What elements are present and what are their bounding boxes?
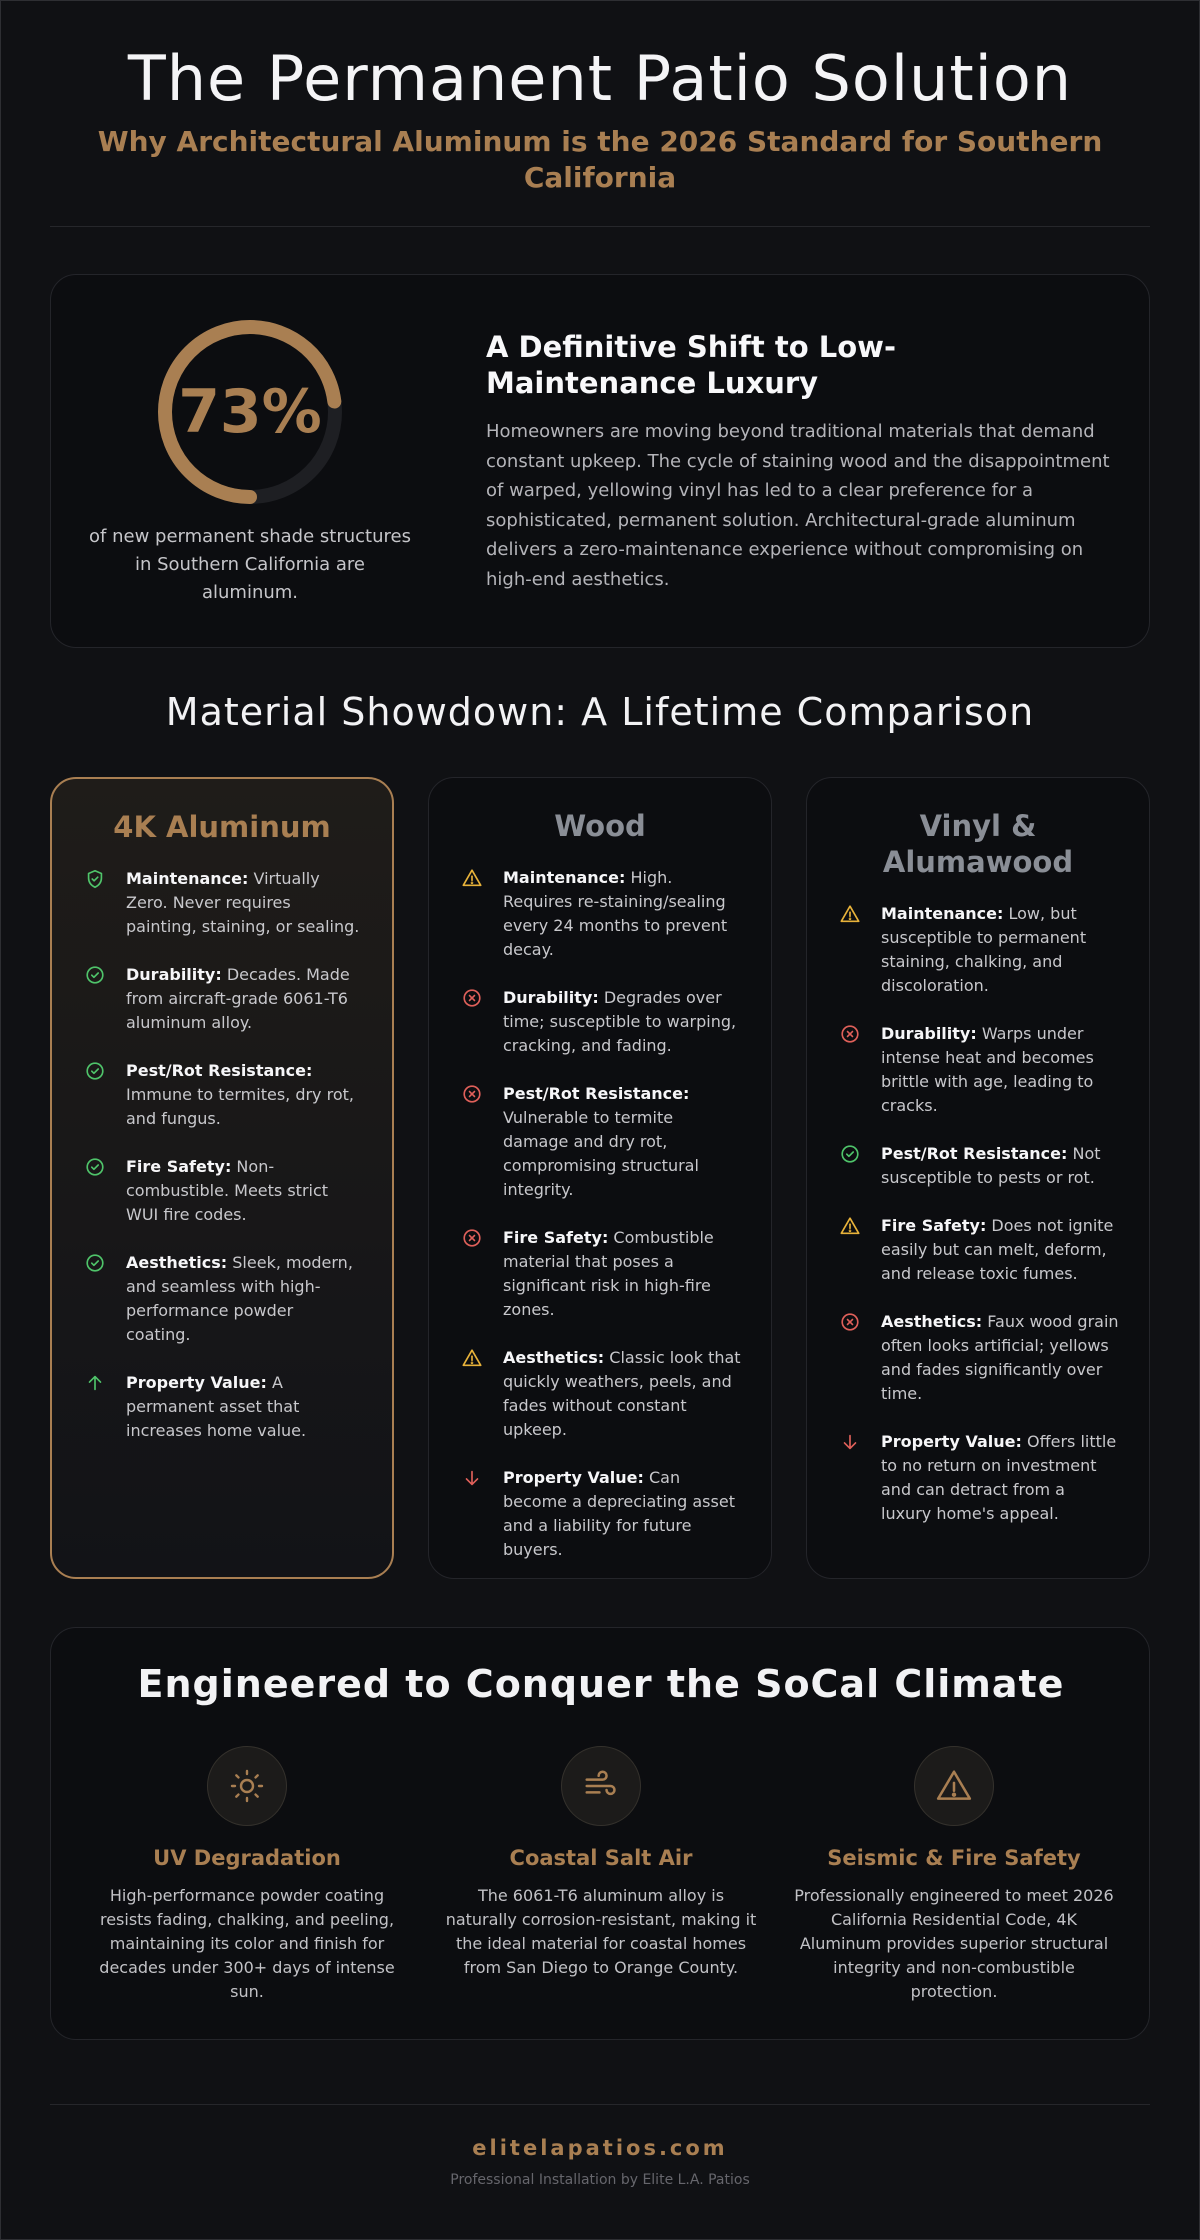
comparison-item-text (503, 1346, 741, 1442)
stat-value: 73% (178, 377, 322, 447)
climate-item-seismic (794, 1746, 1114, 2004)
page-title: The Permanent Patio Solution (127, 42, 1073, 115)
climate-item-salt-air (441, 1746, 761, 1980)
comparison-item-text (126, 1251, 362, 1347)
climate-heading: Seismic & Fire Safety (827, 1846, 1081, 1870)
arrow-up-icon (84, 1372, 106, 1394)
warning-icon (461, 1347, 483, 1369)
comparison-item-label: Property Value: (126, 1373, 267, 1392)
comparison-item (461, 1466, 741, 1562)
comparison-item-text (881, 1310, 1119, 1406)
stat-caption: of new permanent shade structures in Southern California are aluminum. (89, 526, 411, 603)
climate-heading: Coastal Salt Air (509, 1846, 693, 1870)
comparison-item (84, 1251, 362, 1347)
comparison-item-text (881, 1430, 1119, 1526)
comparison-item (461, 1346, 741, 1442)
material-list (52, 867, 392, 1443)
header-divider (50, 226, 1150, 227)
stat-heading: A Definitive Shift to Low-Maintenance Luxury (486, 330, 896, 400)
comparison-item-label: Durability: (503, 988, 599, 1007)
comparison-item (84, 867, 362, 939)
shield-check-icon (84, 868, 106, 890)
page-subtitle: Why Architectural Aluminum is the 2026 Standard for Southern California (97, 125, 1103, 194)
comparison-item-description: Immune to termites, dry rot, and fungus. (126, 1085, 354, 1128)
comparison-item-label: Pest/Rot Resistance: (881, 1144, 1068, 1163)
x-circle-icon (839, 1311, 861, 1333)
comparison-item (461, 1082, 741, 1202)
arrow-down-icon (839, 1431, 861, 1453)
climate-body: The 6061-T6 aluminum alloy is naturally corrosion-resistant, making it the ideal material for coastal homes from San Diego to Orange County. (445, 1886, 757, 1977)
comparison-item (461, 1226, 741, 1322)
comparison-item-label: Durability: (881, 1024, 977, 1043)
comparison-item-text (126, 1059, 362, 1131)
comparison-item-text (126, 1371, 362, 1443)
comparison-item (84, 1371, 362, 1443)
comparison-item-description: Low, but susceptible to permanent staining, chalking, and discoloration. (881, 904, 1087, 995)
stat-body: Homeowners are moving beyond traditional materials that demand constant upkeep. The cycle of staining wood and the disappointment of warped, yellowing vinyl has led to a clear preference for a sophisticated, permanent solution. Architectural-grade aluminum delivers a zero-maintenance experience without compromising on high-end aesthetics. (486, 421, 1110, 590)
comparison-item (839, 1022, 1119, 1118)
comparison-item-text (881, 902, 1119, 998)
comparison-item-description: Does not ignite easily but can melt, deform, and release toxic fumes. (881, 1216, 1114, 1283)
comparison-item-label: Fire Safety: (881, 1216, 987, 1235)
comparison-item-description: Classic look that quickly weathers, peels, and fades without constant upkeep. (503, 1348, 741, 1439)
comparison-item-description: Faux wood grain often looks artificial; yellows and fades significantly over time. (881, 1312, 1119, 1403)
warning-icon (914, 1746, 994, 1826)
warning-icon (461, 867, 483, 889)
comparison-item (839, 1142, 1119, 1190)
climate-heading: UV Degradation (153, 1846, 341, 1870)
comparison-item-label: Maintenance: (503, 868, 626, 887)
comparison-item (84, 1059, 362, 1131)
comparison-item-description: Not susceptible to pests or rot. (881, 1144, 1101, 1187)
comparison-item-description: High. Requires re-staining/sealing every 24 months to prevent decay. (503, 868, 728, 959)
climate-body: Professionally engineered to meet 2026 California Residential Code, 4K Aluminum provides superior structural integrity and non-combustible protection. (794, 1886, 1114, 2001)
material-list (807, 902, 1149, 1526)
comparison-item-label: Fire Safety: (126, 1157, 232, 1176)
footer-brand: elitelapatios.com (472, 2136, 728, 2160)
comparison-item-label: Aesthetics: (881, 1312, 983, 1331)
comparison-item-label: Pest/Rot Resistance: (503, 1084, 690, 1103)
comparison-item (839, 1310, 1119, 1406)
comparison-item (839, 1214, 1119, 1286)
sun-icon (207, 1746, 287, 1826)
check-circle-icon (84, 1252, 106, 1274)
climate-card (50, 1627, 1150, 2040)
footer-divider (50, 2104, 1150, 2105)
comparison-item (839, 902, 1119, 998)
warning-icon (839, 903, 861, 925)
material-list (429, 866, 771, 1562)
comparison-item-label: Fire Safety: (503, 1228, 609, 1247)
comparison-title: Material Showdown: A Lifetime Comparison (165, 690, 1035, 734)
comparison-item-description: Offers little to no return on investment and can detract from a luxury home's appeal. (881, 1432, 1117, 1523)
comparison-item-label: Property Value: (881, 1432, 1022, 1451)
climate-title: Engineered to Conquer the SoCal Climate (137, 1662, 1065, 1706)
comparison-item-description: Virtually Zero. Never requires painting, staining, or sealing. (126, 869, 360, 936)
climate-body: High-performance powder coating resists fading, chalking, and peeling, maintaining its color and finish for decades under 300+ days of intense sun. (99, 1886, 395, 2001)
comparison-item (84, 1155, 362, 1227)
comparison-item-label: Maintenance: (126, 869, 249, 888)
comparison-item-text (126, 867, 362, 939)
wind-icon (561, 1746, 641, 1826)
comparison-item-description: Degrades over time; susceptible to warping, cracking, and fading. (503, 988, 737, 1055)
x-circle-icon (461, 1227, 483, 1249)
check-circle-icon (84, 1156, 106, 1178)
comparison-item-label: Pest/Rot Resistance: (126, 1061, 313, 1080)
comparison-item-description: Non-combustible. Meets strict WUI fire codes. (126, 1157, 329, 1224)
comparison-item-label: Aesthetics: (503, 1348, 605, 1367)
material-title: Vinyl & Alumawood (882, 809, 1074, 879)
comparison-item-description: Vulnerable to termite damage and dry rot, compromising structural integrity. (503, 1108, 699, 1199)
comparison-item-text (881, 1022, 1119, 1118)
comparison-item-text (881, 1142, 1119, 1190)
arrow-down-icon (461, 1467, 483, 1489)
material-card-vinyl (806, 777, 1150, 1579)
comparison-item-text (503, 866, 741, 962)
comparison-item-text (881, 1214, 1119, 1286)
material-title: Wood (554, 809, 646, 843)
material-card-aluminum (50, 777, 394, 1579)
comparison-item-description: Warps under intense heat and becomes brittle with age, leading to cracks. (881, 1024, 1094, 1115)
page-header (0, 40, 1200, 196)
comparison-item (84, 963, 362, 1035)
comparison-item-text (503, 986, 741, 1058)
comparison-item (839, 1430, 1119, 1526)
comparison-item (461, 986, 741, 1058)
climate-item-uv (87, 1746, 407, 2004)
check-circle-icon (84, 1060, 106, 1082)
material-title: 4K Aluminum (113, 810, 331, 844)
comparison-item-text (126, 1155, 362, 1227)
comparison-item-description: Sleek, modern, and seamless with high-performance powder coating. (126, 1253, 353, 1344)
footer-tagline: Professional Installation by Elite L.A. Patios (450, 2172, 750, 2188)
comparison-item-text (503, 1082, 741, 1202)
comparison-item-label: Maintenance: (881, 904, 1004, 923)
comparison-item-text (503, 1466, 741, 1562)
x-circle-icon (461, 1083, 483, 1105)
comparison-item-description: A permanent asset that increases home value. (126, 1373, 307, 1440)
x-circle-icon (839, 1023, 861, 1045)
material-card-wood (428, 777, 772, 1579)
comparison-item (461, 866, 741, 962)
comparison-item-text (503, 1226, 741, 1322)
comparison-item-description: Decades. Made from aircraft-grade 6061-T6 aluminum alloy. (126, 965, 350, 1032)
check-circle-icon (839, 1143, 861, 1165)
stat-card (50, 274, 1150, 648)
comparison-item-text (126, 963, 362, 1035)
comparison-item-label: Aesthetics: (126, 1253, 228, 1272)
comparison-item-label: Property Value: (503, 1468, 644, 1487)
comparison-item-label: Durability: (126, 965, 222, 984)
warning-icon (839, 1215, 861, 1237)
check-circle-icon (84, 964, 106, 986)
x-circle-icon (461, 987, 483, 1009)
comparison-item-description: Combustible material that poses a significant risk in high-fire zones. (503, 1228, 714, 1319)
comparison-item-description: Can become a depreciating asset and a liability for future buyers. (503, 1468, 735, 1559)
